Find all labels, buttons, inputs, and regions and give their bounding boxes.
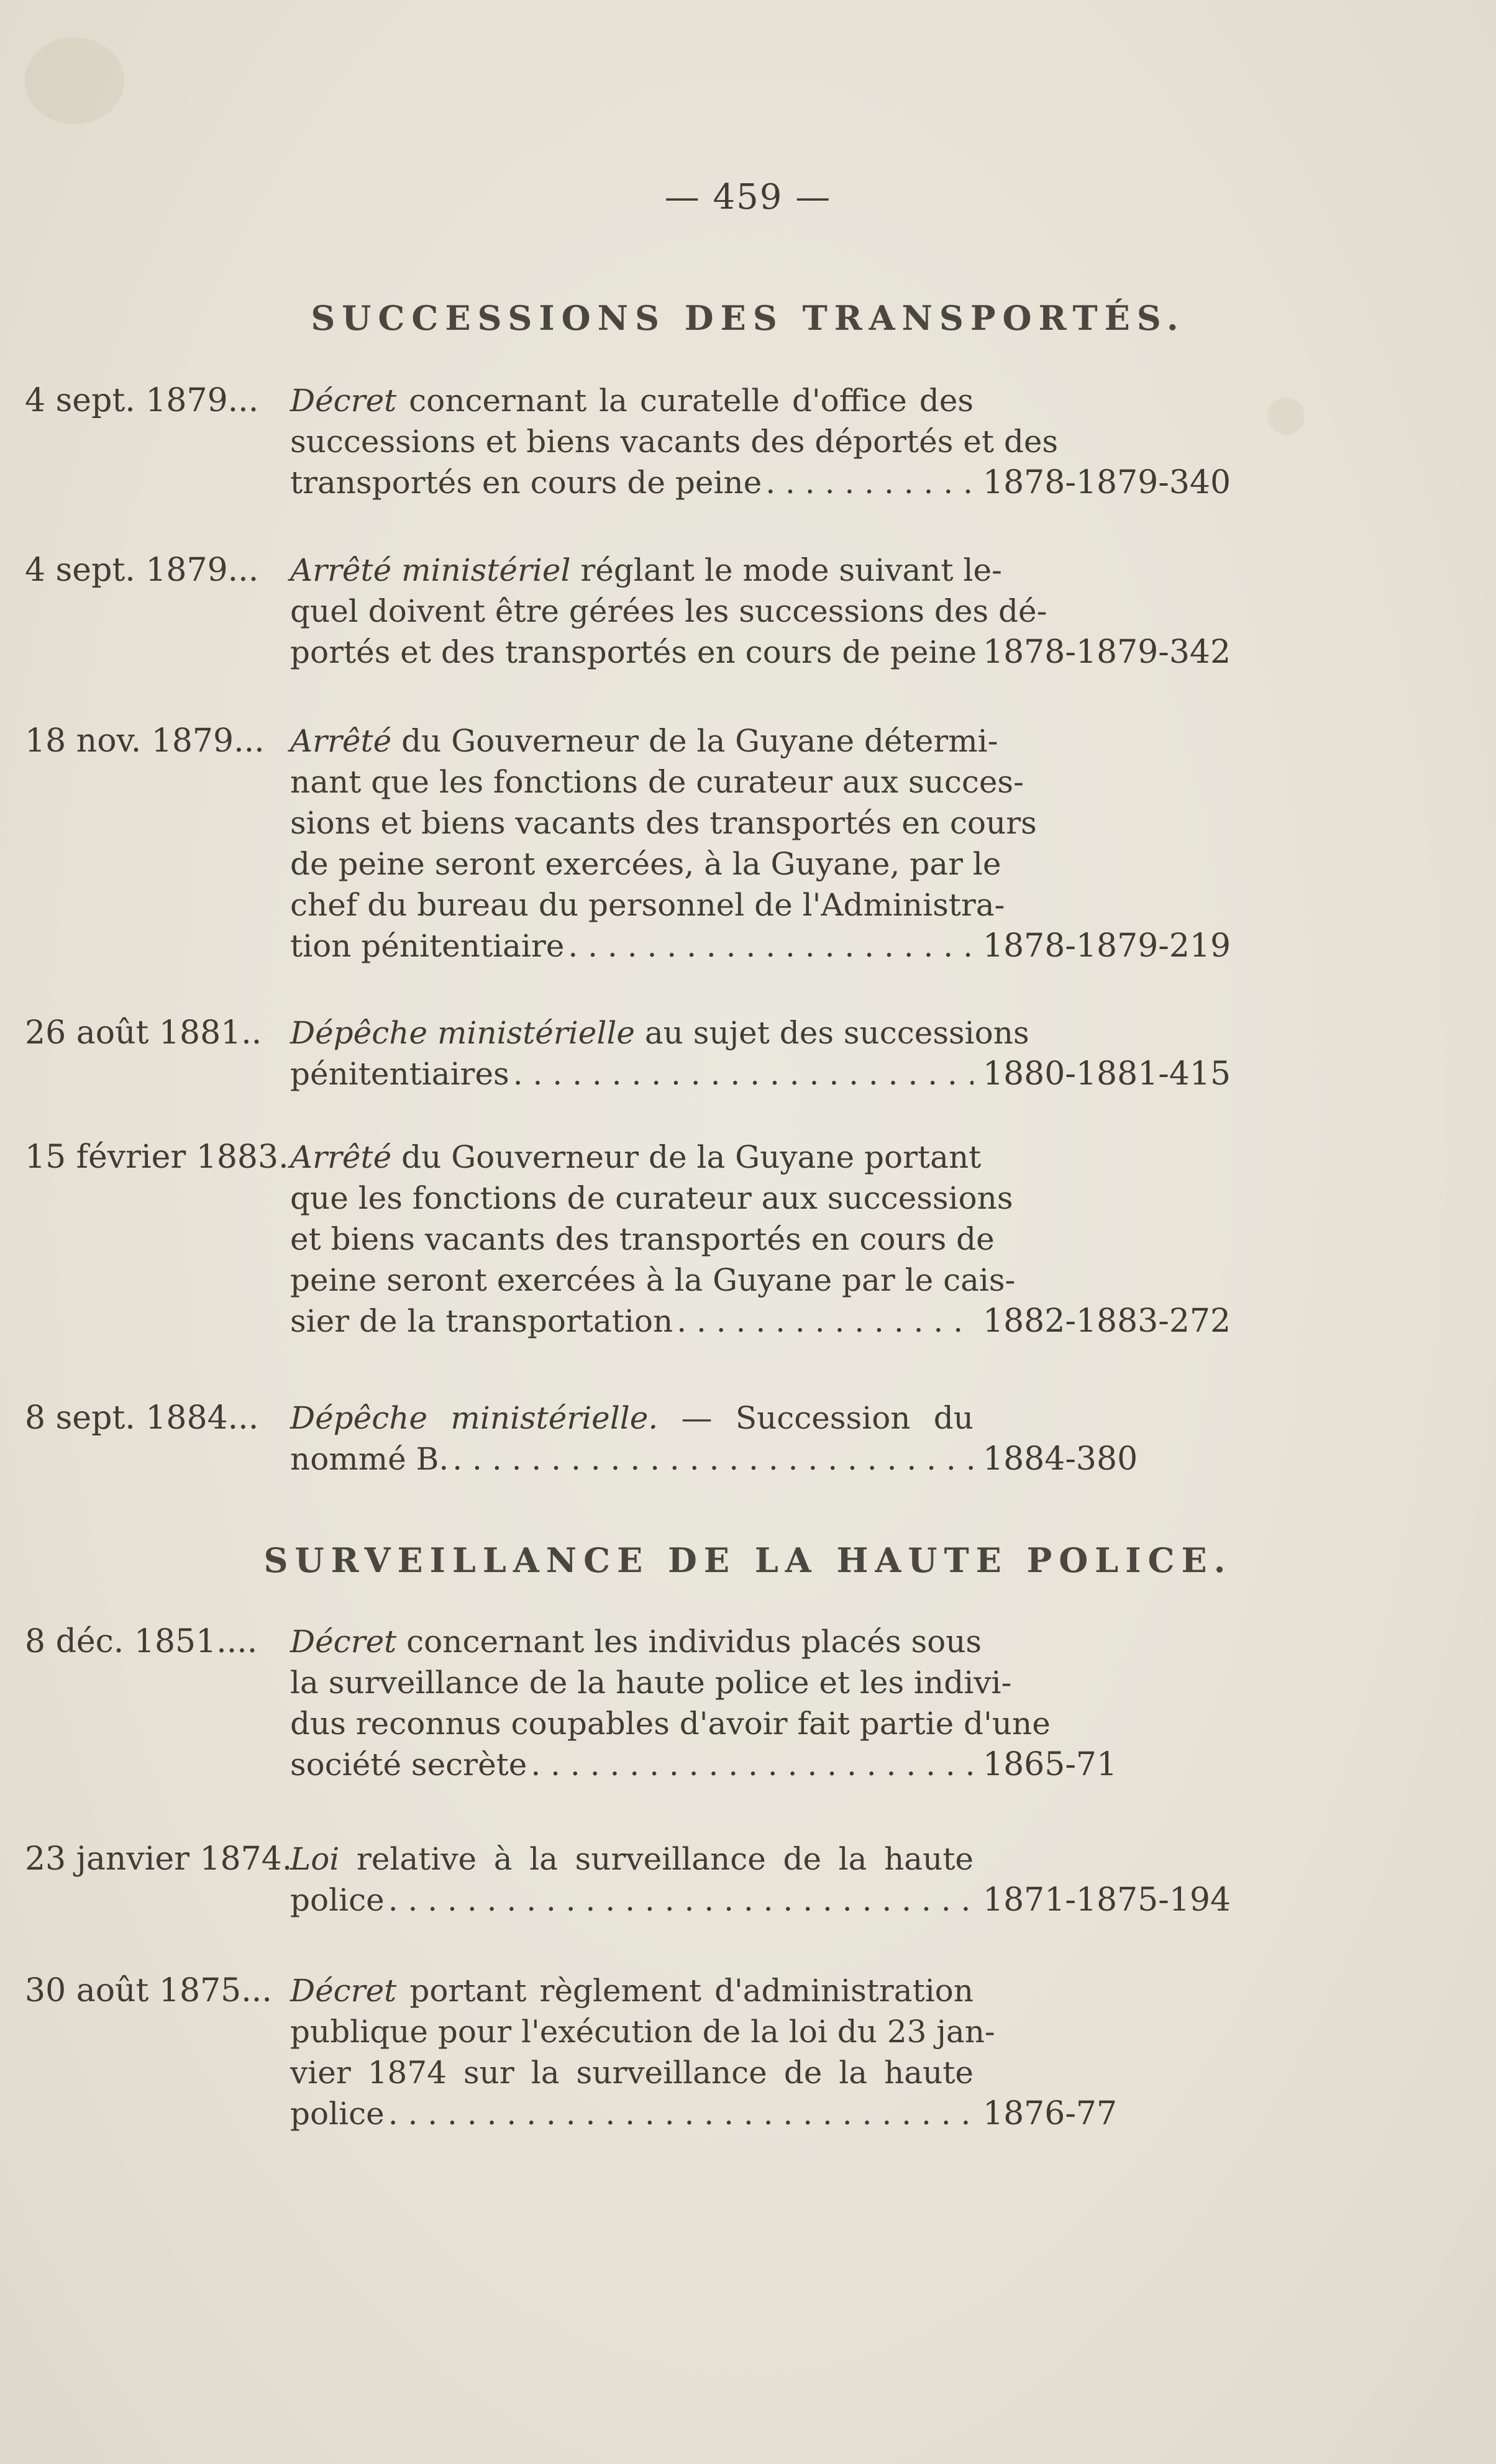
entry-line-text: — Succession du: [681, 1400, 974, 1436]
entry-line-text: relative à la surveillance de la haute: [356, 1841, 974, 1877]
entry-line-text: réglant le mode suivant le-: [580, 552, 1002, 588]
dot-leader: [513, 1053, 974, 1094]
entry-text: [290, 1839, 974, 1921]
entry-text: [290, 380, 1059, 503]
entry-line-text: vier 1874 sur la surveillance de la haute: [290, 2055, 974, 2091]
entry-line-text: concernant la curatelle d'office des: [409, 383, 974, 419]
entry-date: 8 déc. 1851....: [25, 1623, 258, 1660]
entry-date: 30 août 1875...: [25, 1972, 272, 2009]
entry-line-text: publique pour l'exécution de la loi du 23 jan-: [290, 2014, 995, 2050]
entry-line-text: sions et biens vacants des transportés en cours: [290, 805, 1037, 841]
entry-line-text: du Gouverneur de la Guyane portant: [401, 1139, 982, 1175]
dot-leader: [452, 1439, 974, 1480]
dot-leader: [388, 2093, 974, 2134]
dot-leader: [388, 1880, 974, 1921]
entry-text: [290, 721, 1037, 966]
entry-line-text: et biens vacants des transportés en cours de: [290, 1221, 995, 1257]
section-title: SURVEILLANCE DE LA HAUTE POLICE.: [263, 1540, 1233, 1580]
entry-line-text: que les fonctions de curateur aux successions: [290, 1180, 1013, 1216]
act-type: Dépêche ministérielle.: [290, 1400, 659, 1436]
entry-line-text: transportés en cours de peine: [290, 465, 762, 501]
entry-line-text: nant que les fonctions de curateur aux succes-: [290, 764, 1024, 800]
paper-stain: [1267, 398, 1305, 435]
entry-line-text: peine seront exercées à la Guyane par le cais-: [290, 1262, 1016, 1298]
entry-text: [290, 1398, 974, 1480]
entry-date: 23 janvier 1874.: [25, 1840, 293, 1878]
paper-stain: [25, 37, 124, 124]
entry-reference: 1871-1875-194: [983, 1881, 1231, 1919]
entry-line-text: chef du bureau du personnel de l'Administra-: [290, 887, 1005, 923]
entry-text: [290, 1012, 1029, 1094]
entry-reference: 1876-77: [983, 2095, 1118, 2132]
act-type: Dépêche ministérielle: [290, 1015, 635, 1051]
act-type: Décret: [290, 383, 397, 419]
act-type: Décret: [290, 1973, 397, 2009]
entry-reference: 1878-1879-342: [983, 634, 1231, 671]
entry-line-text: du Gouverneur de la Guyane détermi-: [401, 723, 998, 759]
act-type: Arrêté: [290, 723, 392, 759]
entry-line-text: portant règlement d'administration: [409, 1973, 974, 2009]
entry-line-text: concernant les individus placés sous: [406, 1624, 982, 1660]
entry-line-text: de peine seront exercées, à la Guyane, par le: [290, 846, 1001, 882]
entry-date: 4 sept. 1879...: [25, 382, 259, 419]
entry-line-text: successions et biens vacants des déportés et des: [290, 424, 1059, 460]
entry-reference: 1880-1881-415: [983, 1055, 1231, 1093]
dot-leader: [677, 1301, 974, 1342]
entry-line-text: tion pénitentiaire: [290, 928, 565, 964]
entry-date: 15 février 1883.: [25, 1139, 289, 1176]
dot-leader: [531, 1744, 974, 1785]
act-type: Arrêté: [290, 1139, 392, 1175]
entry-text: [290, 1137, 1016, 1342]
entry-line-text: la surveillance de la haute police et les indivi-: [290, 1665, 1012, 1701]
dot-leader: [568, 925, 974, 966]
entry-date: 18 nov. 1879...: [25, 722, 265, 760]
act-type: Décret: [290, 1624, 397, 1660]
act-type: Arrêté ministériel: [290, 552, 571, 588]
entry-text: [290, 1970, 995, 2134]
entry-line-text: au sujet des successions: [644, 1015, 1029, 1051]
entry-line-text: police: [290, 2096, 385, 2132]
entry-reference: 1882-1883-272: [983, 1302, 1231, 1340]
entry-line-text: police: [290, 1882, 385, 1918]
entry-text: [290, 550, 1047, 673]
entry-line-text: pénitentiaires: [290, 1056, 509, 1092]
entry-date: 8 sept. 1884...: [25, 1399, 259, 1437]
act-type: Loi: [290, 1841, 340, 1877]
entry-line-text: quel doivent être gérées les successions des dé-: [290, 593, 1047, 629]
entry-line-text: société secrète: [290, 1747, 527, 1783]
dot-leader: [765, 462, 974, 503]
entry-line-text: dus reconnus coupables d'avoir fait partie d'une: [290, 1706, 1051, 1742]
page-number: — 459 —: [664, 177, 832, 217]
entry-date: 4 sept. 1879...: [25, 552, 259, 589]
entry-line-text: sier de la transportation: [290, 1303, 673, 1339]
entry-line-text: nommé B.: [290, 1441, 449, 1477]
entry-date: 26 août 1881..: [25, 1014, 262, 1052]
entry-reference: 1878-1879-219: [983, 927, 1231, 965]
entry-line-text: portés et des transportés en cours de peine: [290, 634, 977, 670]
section-title: SUCCESSIONS DES TRANSPORTÉS.: [311, 298, 1185, 338]
entry-reference: 1865-71: [983, 1746, 1118, 1783]
entry-reference: 1878-1879-340: [983, 464, 1231, 501]
entry-reference: 1884-380: [983, 1440, 1138, 1478]
